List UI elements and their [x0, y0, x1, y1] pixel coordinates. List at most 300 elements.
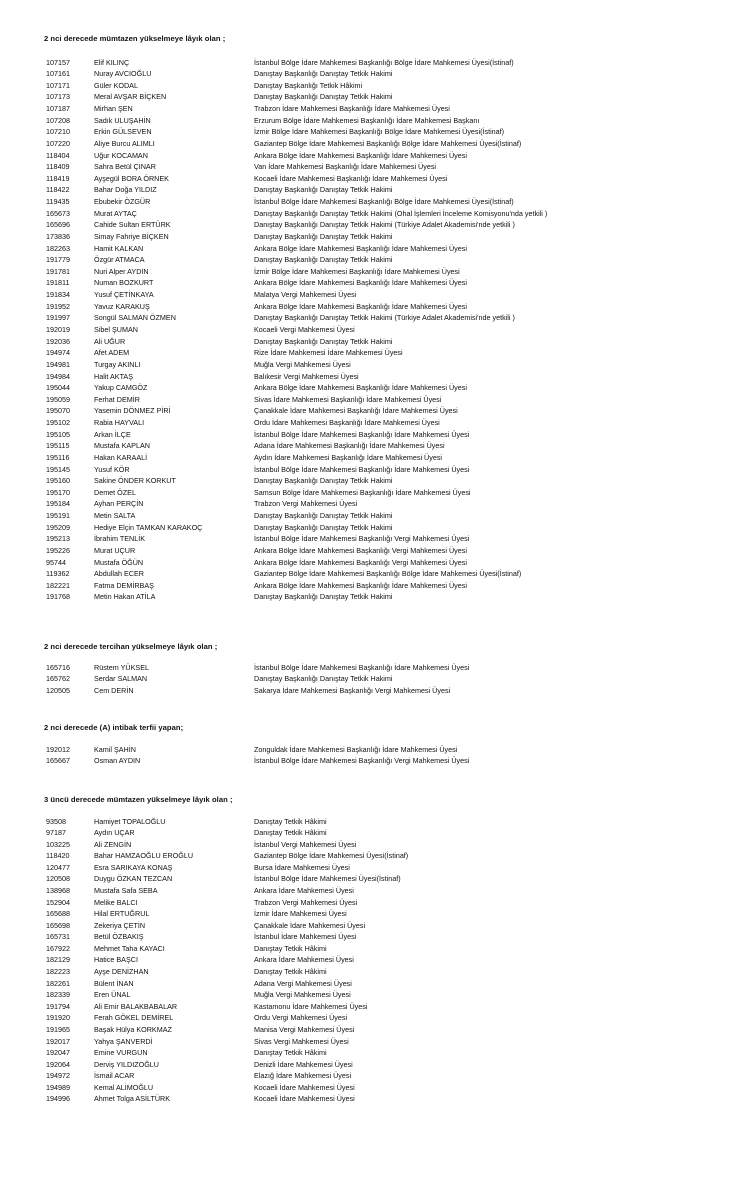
person-name: İsmail ACAR [94, 1071, 135, 1081]
position-title: Ankara İdare Mahkemesi Üyesi [254, 955, 354, 965]
list-item [0, 931, 746, 943]
person-name: Emine VURGUN [94, 1048, 148, 1058]
registry-number: 195044 [46, 383, 70, 393]
list-item [0, 487, 746, 499]
registry-number: 195160 [46, 476, 70, 486]
registry-number: 182221 [46, 580, 70, 590]
list-item [0, 978, 746, 990]
person-name: Bülent İNAN [94, 978, 134, 988]
list-item [0, 57, 746, 69]
registry-number: 119362 [46, 569, 70, 579]
person-name: Güler KODAL [94, 80, 138, 90]
list-item [0, 744, 746, 756]
person-name: Metin SALTA [94, 511, 136, 521]
person-name: Meral AVŞAR BİÇKEN [94, 92, 167, 102]
registry-number: 165667 [46, 756, 70, 766]
position-title: Danıştay Tetkik Hâkimi [254, 1048, 327, 1058]
registry-number: 167922 [46, 943, 70, 953]
position-title: İstanbul Bölge İdare Mahkemesi Başkanlığı Vergi Mahkemesi Üyesi [254, 756, 470, 766]
list-item [0, 1036, 746, 1048]
position-title: Sivas İdare Mahkemesi Başkanlığı İdare Mahkemesi Üyesi [254, 394, 442, 404]
person-name: Murat AYTAÇ [94, 208, 137, 218]
person-name: Mehmet Taha KAYACI [94, 943, 165, 953]
position-title: Kocaeli Vergi Mahkemesi Üyesi [254, 324, 355, 334]
list-item [0, 324, 746, 336]
person-name: Derviş YILDIZOĞLU [94, 1059, 159, 1069]
list-item [0, 173, 746, 185]
registry-number: 107171 [46, 80, 70, 90]
registry-number: 120477 [46, 862, 70, 872]
position-title: Kocaeli İdare Mahkemesi Üyesi [254, 1082, 355, 1092]
list-item [0, 208, 746, 220]
person-name: Uğur KOCAMAN [94, 150, 148, 160]
registry-number: 195209 [46, 522, 70, 532]
person-name: Ayşegül BORA ÖRNEK [94, 173, 169, 183]
list-item [0, 580, 746, 592]
registry-number: 107161 [46, 69, 70, 79]
list-item [0, 943, 746, 955]
list-item [0, 591, 746, 603]
person-name: Simay Fahriye BİÇKEN [94, 231, 169, 241]
position-title: İstanbul İdare Mahkemesi Üyesi [254, 932, 357, 942]
person-name: Rüstem YÜKSEL [94, 662, 149, 672]
list-item [0, 1093, 746, 1105]
list-item [0, 885, 746, 897]
section-heading: 2 nci derecede mümtazen yükselmeye lâyık olan ; [44, 34, 226, 43]
list-item [0, 533, 746, 545]
list-item [0, 897, 746, 909]
list-item [0, 908, 746, 920]
list-item [0, 312, 746, 324]
position-title: Sivas Vergi Mahkemesi Üyesi [254, 1036, 349, 1046]
position-title: Ankara İdare Mahkemesi Üyesi [254, 885, 354, 895]
person-name: Başak Hülya KORKMAZ [94, 1024, 172, 1034]
position-title: Danıştay Başkanlığı Danıştay Tetkik Hakimi [254, 511, 393, 521]
position-title: Trabzon Vergi Mahkemesi Üyesi [254, 499, 358, 509]
person-name: Mustafa ÖĞÜN [94, 557, 144, 567]
section-heading: 2 nci derecede tercihan yükselmeye lâyık olan ; [44, 642, 218, 651]
list-item [0, 1070, 746, 1082]
registry-number: 118419 [46, 173, 70, 183]
registry-number: 165762 [46, 674, 70, 684]
registry-number: 191768 [46, 592, 70, 602]
list-item [0, 277, 746, 289]
position-title: İstanbul Bölge İdare Mahkemesi Başkanlığı Bölge İdare Mahkemesi Üyesi(İstinaf) [254, 57, 514, 67]
position-title: Kocaeli İdare Mahkemesi Üyesi [254, 1094, 355, 1104]
person-name: Aydın UÇAR [94, 828, 135, 838]
registry-number: 118420 [46, 851, 70, 861]
position-title: İstanbul Bölge İdare Mahkemesi Başkanlığı Vergi Mahkemesi Üyesi [254, 534, 470, 544]
list-item [0, 568, 746, 580]
person-name: Hediye Elçin TAMKAN KARAKOÇ [94, 522, 203, 532]
registry-number: 195059 [46, 394, 70, 404]
registry-number: 103225 [46, 839, 70, 849]
position-title: Muğla Vergi Mahkemesi Üyesi [254, 990, 351, 1000]
position-title: İstanbul Vergi Mahkemesi Üyesi [254, 839, 357, 849]
position-title: Bursa İdare Mahkemesi Üyesi [254, 862, 350, 872]
registry-number: 195170 [46, 487, 70, 497]
position-title: Danıştay Tetkik Hâkimi [254, 816, 327, 826]
registry-number: 165696 [46, 220, 70, 230]
registry-number: 192019 [46, 324, 70, 334]
position-title: Danıştay Başkanlığı Danıştay Tetkik Hakimi [254, 674, 393, 684]
person-name: Betül ÖZBAKIŞ [94, 932, 144, 942]
registry-number: 118404 [46, 150, 70, 160]
list-item [0, 989, 746, 1001]
list-item [0, 440, 746, 452]
list-item [0, 966, 746, 978]
registry-number: 194996 [46, 1094, 70, 1104]
person-name: Mustafa KAPLAN [94, 441, 150, 451]
list-item [0, 91, 746, 103]
person-name: Ali Emir BALAKBABALAR [94, 1001, 178, 1011]
section-heading: 2 nci derecede (A) intibak terfii yapan; [44, 723, 184, 732]
registry-number: 119435 [46, 197, 70, 207]
list-item [0, 336, 746, 348]
registry-number: 95744 [46, 557, 66, 567]
list-item [0, 873, 746, 885]
registry-number: 118422 [46, 185, 70, 195]
position-title: Samsun Bölge İdare Mahkemesi Başkanlığı İdare Mahkemesi Üyesi [254, 487, 471, 497]
registry-number: 195070 [46, 406, 70, 416]
position-title: Danıştay Başkanlığı Danıştay Tetkik Hakimi (Türkiye Adalet Akademisi'nde yetkili ) [254, 313, 515, 323]
list-item [0, 382, 746, 394]
person-name: Elif KILINÇ [94, 57, 130, 67]
position-title: Gaziantep Bölge İdare Mahkemesi Başkanlığı Bölge İdare Mahkemesi Üyesi(İstinaf) [254, 569, 522, 579]
registry-number: 194974 [46, 348, 70, 358]
position-title: Aydın İdare Mahkemesi Başkanlığı İdare Mahkemesi Üyesi [254, 452, 443, 462]
person-name: Hakan KARAALİ [94, 452, 148, 462]
position-title: Danıştay Başkanlığı Danıştay Tetkik Hakimi [254, 255, 393, 265]
registry-number: 107220 [46, 138, 70, 148]
list-item [0, 850, 746, 862]
position-title: Danıştay Tetkik Hâkimi [254, 967, 327, 977]
person-name: İbrahim TENLİK [94, 534, 145, 544]
list-item [0, 816, 746, 828]
position-title: İstanbul Bölge İdare Mahkemesi Başkanlığı İdare Mahkemesi Üyesi [254, 662, 470, 672]
position-title: Manisa Vergi Mahkemesi Üyesi [254, 1024, 355, 1034]
person-name: Yahya ŞANVERDİ [94, 1036, 153, 1046]
list-item [0, 862, 746, 874]
position-title: Kastamonu İdare Mahkemesi Üyesi [254, 1001, 368, 1011]
person-name: Aliye Burcu ALIMLI [94, 138, 155, 148]
position-title: Danıştay Başkanlığı Danıştay Tetkik Hakimi [254, 185, 393, 195]
registry-number: 138968 [46, 885, 70, 895]
person-name: Ferah GÖKEL DEMİREL [94, 1013, 174, 1023]
person-name: Yavuz KARAKUŞ [94, 301, 150, 311]
position-title: Ordu İdare Mahkemesi Başkanlığı İdare Mahkemesi Üyesi [254, 418, 440, 428]
person-name: Abdullah ECER [94, 569, 144, 579]
person-name: Nuray AVCIOĞLU [94, 69, 152, 79]
registry-number: 93508 [46, 816, 66, 826]
list-item [0, 429, 746, 441]
list-item [0, 1082, 746, 1094]
person-name: Duygu ÖZKAN TEZCAN [94, 874, 173, 884]
registry-number: 152904 [46, 897, 70, 907]
list-item [0, 80, 746, 92]
person-name: Ayşe DENİZHAN [94, 967, 149, 977]
list-item [0, 839, 746, 851]
list-item [0, 510, 746, 522]
registry-number: 191779 [46, 255, 70, 265]
list-item [0, 150, 746, 162]
person-name: Esra SARIKAYA KONAŞ [94, 862, 173, 872]
registry-number: 191834 [46, 290, 70, 300]
list-item [0, 68, 746, 80]
position-title: Ankara Bölge İdare Mahkemesi Başkanlığı İdare Mahkemesi Üyesi [254, 243, 467, 253]
registry-number: 165673 [46, 208, 70, 218]
registry-number: 107173 [46, 92, 70, 102]
registry-number: 195184 [46, 499, 70, 509]
person-name: Ebubekir ÖZGÜR [94, 197, 151, 207]
registry-number: 165731 [46, 932, 70, 942]
list-item [0, 452, 746, 464]
registry-number: 192036 [46, 336, 70, 346]
registry-number: 194972 [46, 1071, 70, 1081]
position-title: İzmir İdare Mahkemesi Üyesi [254, 909, 347, 919]
person-name: Sahra Betül ÇINAR [94, 162, 156, 172]
position-title: Zonguldak İdare Mahkemesi Başkanlığı İdare Mahkemesi Üyesi [254, 744, 458, 754]
section-heading: 3 üncü derecede mümtazen yükselmeye lâyık olan ; [44, 795, 233, 804]
position-title: Danıştay Başkanlığı Danıştay Tetkik Hakimi (Ohal İşlemleri İnceleme Komisyonu'nda yetkili ) [254, 208, 548, 218]
list-item [0, 138, 746, 150]
list-item [0, 464, 746, 476]
person-name: Ferhat DEMİR [94, 394, 140, 404]
list-item [0, 475, 746, 487]
position-title: Rize İdare Mahkemesi İdare Mahkemesi Üyesi [254, 348, 403, 358]
list-item [0, 1001, 746, 1013]
position-title: Ankara Bölge İdare Mahkemesi Başkanlığı İdare Mahkemesi Üyesi [254, 383, 467, 393]
position-title: Elazığ İdare Mahkemesi Üyesi [254, 1071, 352, 1081]
registry-number: 194981 [46, 359, 70, 369]
position-title: Çanakkale İdare Mahkemesi Başkanlığı İdare Mahkemesi Üyesi [254, 406, 458, 416]
position-title: Erzurum Bölge İdare Mahkemesi Başkanlığı İdare Mahkemesi Başkanı [254, 115, 480, 125]
position-title: İstanbul Bölge İdare Mahkemesi Başkanlığı İdare Mahkemesi Üyesi [254, 429, 470, 439]
person-name: Hamiyet TOPALOĞLU [94, 816, 166, 826]
position-title: Danıştay Başkanlığı Danıştay Tetkik Hakimi [254, 69, 393, 79]
person-name: Fatma DEMİRBAŞ [94, 580, 154, 590]
person-name: Hamit KALKAN [94, 243, 144, 253]
registry-number: 182129 [46, 955, 70, 965]
list-item [0, 1024, 746, 1036]
registry-number: 192017 [46, 1036, 70, 1046]
person-name: Mirhan ŞEN [94, 104, 133, 114]
registry-number: 191781 [46, 266, 70, 276]
person-name: Nuri Alper AYDIN [94, 266, 149, 276]
list-item [0, 405, 746, 417]
registry-number: 194984 [46, 371, 70, 381]
list-item [0, 920, 746, 932]
person-name: Arkan İLÇE [94, 429, 131, 439]
position-title: Ankara Bölge İdare Mahkemesi Başkanlığı İdare Mahkemesi Üyesi [254, 301, 467, 311]
person-name: Turgay AKINLI [94, 359, 141, 369]
position-title: Danıştay Başkanlığı Danıştay Tetkik Hakimi (Türkiye Adalet Akademisi'nde yetkili ) [254, 220, 515, 230]
position-title: Danıştay Başkanlığı Tetkik Hâkimi [254, 80, 363, 90]
registry-number: 182223 [46, 967, 70, 977]
list-item [0, 219, 746, 231]
registry-number: 107208 [46, 115, 70, 125]
list-item [0, 685, 746, 697]
position-title: Ankara Bölge İdare Mahkemesi Başkanlığı Vergi Mahkemesi Üyesi [254, 545, 467, 555]
position-title: İstanbul Bölge İdare Mahkemesi Başkanlığı İdare Mahkemesi Üyesi [254, 464, 470, 474]
position-title: Muğla Vergi Mahkemesi Üyesi [254, 359, 351, 369]
list-item [0, 301, 746, 313]
registry-number: 195102 [46, 418, 70, 428]
position-title: Balıkesir Vergi Mahkemesi Üyesi [254, 371, 359, 381]
list-item [0, 103, 746, 115]
registry-number: 195116 [46, 452, 70, 462]
person-name: Hilal ERTUĞRUL [94, 909, 150, 919]
registry-number: 118409 [46, 162, 70, 172]
person-name: Ayhan PERÇİN [94, 499, 144, 509]
registry-number: 107210 [46, 127, 70, 137]
registry-number: 191997 [46, 313, 70, 323]
registry-number: 192012 [46, 744, 70, 754]
position-title: İstanbul Bölge İdare Mahkemesi Üyesi(İstinaf) [254, 874, 401, 884]
position-title: Danıştay Başkanlığı Danıştay Tetkik Hakimi [254, 231, 393, 241]
registry-number: 182339 [46, 990, 70, 1000]
position-title: Danıştay Başkanlığı Danıştay Tetkik Hakimi [254, 92, 393, 102]
position-title: Danıştay Başkanlığı Danıştay Tetkik Hakimi [254, 476, 393, 486]
person-name: Demet ÖZEL [94, 487, 136, 497]
position-title: Adana İdare Mahkemesi Başkanlığı İdare Mahkemesi Üyesi [254, 441, 445, 451]
registry-number: 195145 [46, 464, 70, 474]
person-name: Cahide Sultan ERTÜRK [94, 220, 171, 230]
list-item [0, 673, 746, 685]
person-name: Mustafa Safa SEBA [94, 885, 158, 895]
registry-number: 192047 [46, 1048, 70, 1058]
person-name: Kemal ALİMOĞLU [94, 1082, 154, 1092]
person-name: Metin Hakan ATİLA [94, 592, 156, 602]
person-name: Yusuf KÖR [94, 464, 130, 474]
person-name: Sadık ULUŞAHİN [94, 115, 151, 125]
position-title: Çanakkale İdare Mahkemesi Üyesi [254, 920, 366, 930]
list-item [0, 1047, 746, 1059]
position-title: İstanbul Bölge İdare Mahkemesi Başkanlığı Bölge İdare Mahkemesi Üyesi(İstinaf) [254, 197, 514, 207]
list-item [0, 115, 746, 127]
position-title: Ankara Bölge İdare Mahkemesi Başkanlığı İdare Mahkemesi Üyesi [254, 580, 467, 590]
position-title: Danıştay Başkanlığı Danıştay Tetkik Hakimi [254, 336, 393, 346]
list-item [0, 417, 746, 429]
registry-number: 191952 [46, 301, 70, 311]
position-title: Van İdare Mahkemesi Başkanlığı İdare Mahkemesi Üyesi [254, 162, 437, 172]
person-name: Afet ADEM [94, 348, 130, 358]
person-name: Bahar Doğa YILDIZ [94, 185, 157, 195]
position-title: Ankara Bölge İdare Mahkemesi Başkanlığı İdare Mahkemesi Üyesi [254, 278, 467, 288]
registry-number: 182263 [46, 243, 70, 253]
list-item [0, 522, 746, 534]
person-name: Rabia HAYVALI [94, 418, 145, 428]
position-title: Malatya Vergi Mahkemesi Üyesi [254, 290, 357, 300]
list-item [0, 827, 746, 839]
person-name: Ali UĞUR [94, 336, 126, 346]
registry-number: 194989 [46, 1082, 70, 1092]
list-item [0, 359, 746, 371]
list-item [0, 371, 746, 383]
position-title: Danıştay Tetkik Hâkimi [254, 943, 327, 953]
person-name: Yusuf ÇETİNKAYA [94, 290, 154, 300]
person-name: Cem DERİN [94, 685, 134, 695]
registry-number: 120508 [46, 874, 70, 884]
person-name: Numan BOZKURT [94, 278, 154, 288]
list-item [0, 126, 746, 138]
person-name: Melike BALCI [94, 897, 138, 907]
list-item [0, 498, 746, 510]
position-title: İzmir Bölge İdare Mahkemesi Başkanlığı Bölge İdare Mahkemesi Üyesi(İstinaf) [254, 127, 505, 137]
registry-number: 165688 [46, 909, 70, 919]
person-name: Erkin GÜLSEVEN [94, 127, 152, 137]
person-name: Serdar SALMAN [94, 674, 148, 684]
list-item [0, 184, 746, 196]
position-title: Trabzon Vergi Mahkemesi Üyesi [254, 897, 358, 907]
person-name: Kamil ŞAHİN [94, 744, 136, 754]
position-title: Ordu Vergi Mahkemesi Üyesi [254, 1013, 348, 1023]
registry-number: 191794 [46, 1001, 70, 1011]
position-title: Trabzon İdare Mahkemesi Başkanlığı İdare Mahkemesi Üyesi [254, 104, 450, 114]
position-title: Sakarya İdare Mahkemesi Başkanlığı Vergi Mahkemesi Üyesi [254, 685, 451, 695]
list-item [0, 662, 746, 674]
registry-number: 173836 [46, 231, 70, 241]
person-name: Özgür ATMACA [94, 255, 145, 265]
registry-number: 195191 [46, 511, 70, 521]
position-title: Adana Vergi Mahkemesi Üyesi [254, 978, 352, 988]
registry-number: 195115 [46, 441, 70, 451]
person-name: Yakup CAMGÖZ [94, 383, 148, 393]
position-title: Gaziantep Bölge İdare Mahkemesi Üyesi(İstinaf) [254, 851, 409, 861]
registry-number: 191965 [46, 1024, 70, 1034]
registry-number: 107187 [46, 104, 70, 114]
list-item [0, 394, 746, 406]
position-title: Danıştay Tetkik Hâkimi [254, 828, 327, 838]
list-item [0, 755, 746, 767]
person-name: Halit AKTAŞ [94, 371, 134, 381]
registry-number: 107157 [46, 57, 70, 67]
person-name: Osman AYDIN [94, 756, 141, 766]
list-item [0, 231, 746, 243]
position-title: Ankara Bölge İdare Mahkemesi Başkanlığı İdare Mahkemesi Üyesi [254, 150, 467, 160]
registry-number: 165716 [46, 662, 70, 672]
registry-number: 191811 [46, 278, 70, 288]
registry-number: 120505 [46, 685, 70, 695]
registry-number: 195226 [46, 545, 70, 555]
position-title: Denizli İdare Mahkemesi Üyesi [254, 1059, 353, 1069]
person-name: Hatice BAŞCI [94, 955, 138, 965]
person-name: Ahmet Tolga ASİLTÜRK [94, 1094, 171, 1104]
list-item [0, 289, 746, 301]
registry-number: 182261 [46, 978, 70, 988]
registry-number: 191920 [46, 1013, 70, 1023]
person-name: Eren ÜNAL [94, 990, 131, 1000]
person-name: Yasemin DÖNMEZ PİRİ [94, 406, 171, 416]
list-item [0, 347, 746, 359]
registry-number: 97187 [46, 828, 66, 838]
list-item [0, 196, 746, 208]
list-item [0, 545, 746, 557]
list-item [0, 954, 746, 966]
list-item [0, 1059, 746, 1071]
registry-number: 195213 [46, 534, 70, 544]
person-name: Ali ZENGİN [94, 839, 132, 849]
list-item [0, 254, 746, 266]
list-item [0, 161, 746, 173]
person-name: Sakine ÖNDER KORKUT [94, 476, 176, 486]
position-title: Danıştay Başkanlığı Danıştay Tetkik Hakimi [254, 592, 393, 602]
registry-number: 165698 [46, 920, 70, 930]
person-name: Songül SALMAN ÖZMEN [94, 313, 176, 323]
person-name: Sibel ŞUMAN [94, 324, 138, 334]
position-title: Ankara Bölge İdare Mahkemesi Başkanlığı Vergi Mahkemesi Üyesi [254, 557, 467, 567]
position-title: Kocaeli İdare Mahkemesi Başkanlığı İdare Mahkemesi Üyesi [254, 173, 448, 183]
